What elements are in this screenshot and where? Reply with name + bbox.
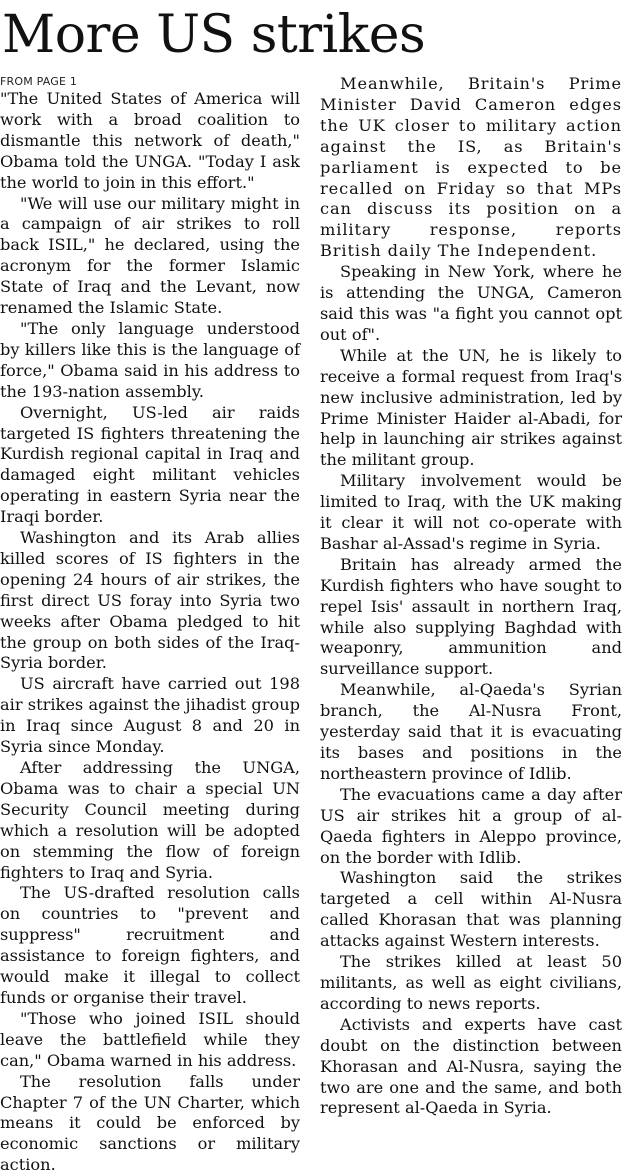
paragraph: Washington said the strikes targeted a cell within Al-Nusra called Khorasan that was planning attacks against Western interests. — [320, 868, 622, 951]
paragraph: Meanwhile, Britain's Prime Minister David Cameron edges the UK closer to military action against the IS, as Britain's parliament is expected to be recalled on Friday so that MPs can discuss its position on a military response, reports British daily The Independent. — [320, 74, 622, 261]
paragraph: US aircraft have carried out 198 air strikes against the jihadist group in Iraq since August 8 and 20 in Syria since Monday. — [0, 674, 300, 757]
paragraph: The strikes killed at least 50 militants, as well as eight civilians, according to news reports. — [320, 952, 622, 1013]
paragraph: "We will use our military might in a campaign of air strikes to roll back ISIL," he declared, using the acronym for the former Islamic State of Iraq and the Levant, now renamed the Islamic State. — [0, 193, 300, 318]
paragraph: The US-drafted resolution calls on countries to "prevent and suppress" recruitment and assistance to foreign fighters, and would make it illegal to collect funds or organise their travel. — [0, 883, 300, 1007]
paragraph: While at the UN, he is likely to receive a formal request from Iraq's new inclusive administration, led by Prime Minister Haider al-Abadi, for help in launching air strikes against the militant group. — [320, 345, 622, 470]
paragraph: Meanwhile, al-Qaeda's Syrian branch, the Al-Nusra Front, yesterday said that it is evacuating its bases and positions in the northeastern province of Idlib. — [320, 680, 622, 783]
paragraph: "Those who joined ISIL should leave the battlefield while they can," Obama warned in his address. — [0, 1008, 300, 1070]
paragraph: "The only language understood by killers like this is the language of force," Obama said in his address to the 193-nation assembly. — [0, 318, 300, 401]
paragraph: Overnight, US-led air raids targeted IS fighters threatening the Kurdish regional capital in Iraq and damaged eight militant vehicles operating in eastern Syria near the Iraqi border. — [0, 402, 300, 527]
paragraph: Activists and experts have cast doubt on the distinction between Khorasan and Al-Nusra, saying the two are one and the same, and both represent al-Qaeda in Syria. — [320, 1014, 622, 1118]
paragraph: Britain has already armed the Kurdish fighters who have sought to repel Isis' assault in northern Iraq, while also supplying Baghdad with weaponry, ammunition and surveillance support. — [320, 554, 622, 679]
paragraph: The evacuations came a day after US air strikes hit a group of al-Qaeda fighters in Aleppo province, on the border with Idlib. — [320, 784, 622, 867]
paragraph: The resolution falls under Chapter 7 of the UN Charter, which means it could be enforced by economic sanctions or military action. — [0, 1071, 300, 1175]
paragraph: "The United States of America will work with a broad coalition to dismantle this network of death," Obama told the UNGA. "Today I ask the world to join in this effort." — [0, 89, 300, 192]
paragraph: After addressing the UNGA, Obama was to chair a special UN Security Council meeting during which a resolution will be adopted on stemming the flow of foreign fighters to Iraq and Syria. — [0, 758, 300, 882]
right-column — [320, 74, 622, 1176]
paragraph: Military involvement would be limited to Iraq, with the UK making it clear it will not co-operate with Bashar al-Assad's regime in Syria. — [320, 471, 622, 553]
paragraph: Washington and its Arab allies killed scores of IS fighters in the opening 24 hours of air strikes, the first direct US foray into Syria two weeks after Obama pledged to hit the group on both sides of the Iraq-Syria border. — [0, 528, 300, 673]
continuation-kicker: FROM PAGE 1 — [0, 75, 78, 88]
paragraph: Speaking in New York, where he is attending the UNGA, Cameron said this was "a fight you cannot opt out of". — [320, 262, 622, 344]
left-column — [0, 74, 300, 1176]
headline: More US strikes — [2, 5, 426, 65]
article-body — [0, 74, 622, 1176]
